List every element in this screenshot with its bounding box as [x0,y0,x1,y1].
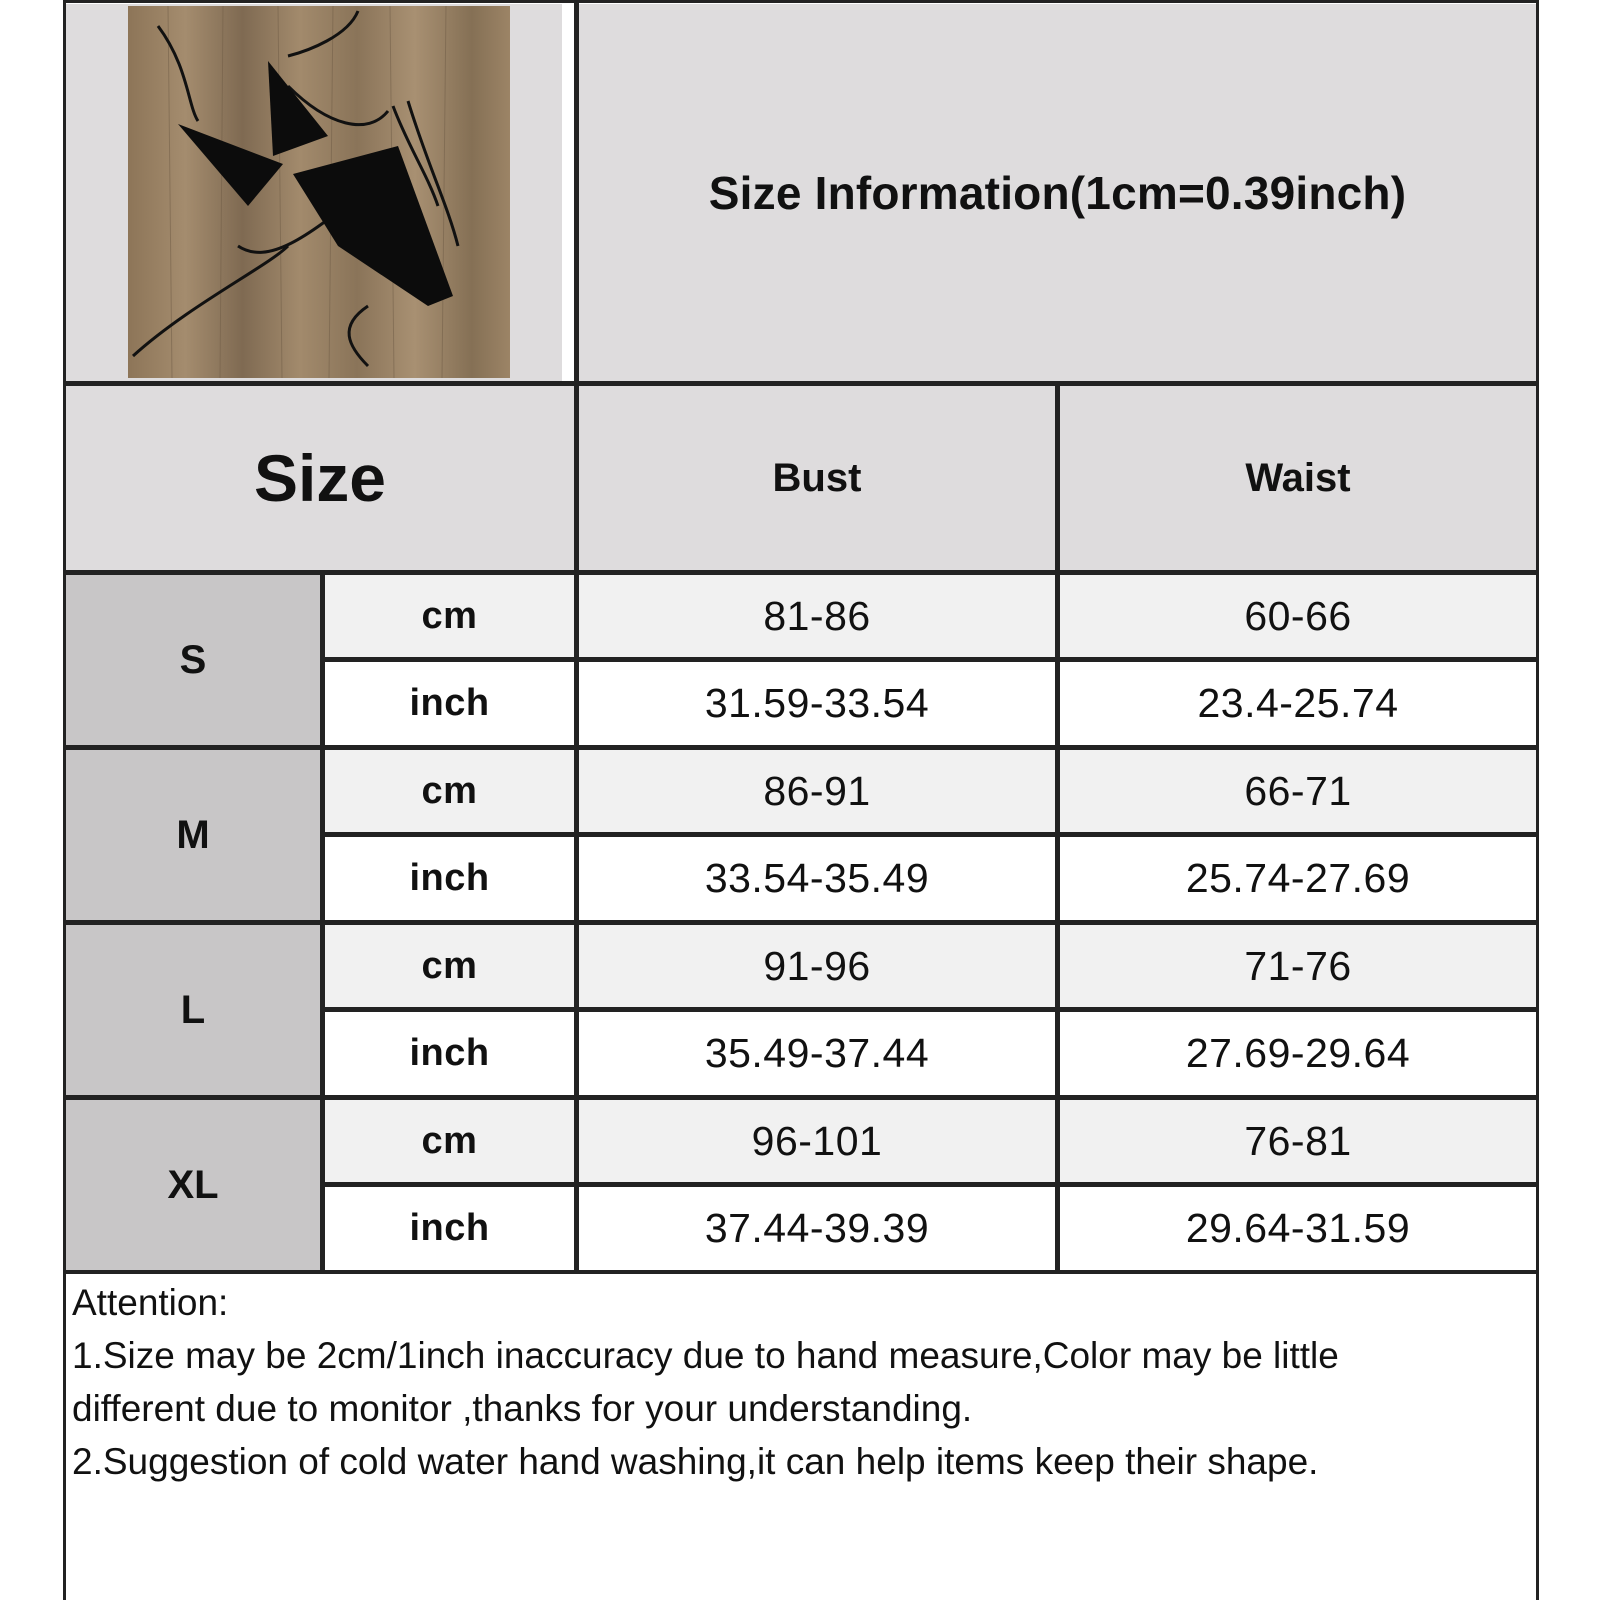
unit-inch: inch [325,662,574,745]
size-label-m: M [66,750,320,920]
unit-inch: inch [325,1012,574,1095]
unit-cm: cm [325,575,574,657]
waist-value: 23.4-25.74 [1060,662,1536,745]
bust-column-header: Bust [579,386,1055,570]
bust-value: 35.49-37.44 [579,1012,1055,1095]
attention-notes [72,1276,1530,1488]
bust-value: 91-96 [579,925,1055,1007]
note-line: 2.Suggestion of cold water hand washing,it can help items keep their shape. [72,1441,1319,1482]
unit-cm: cm [325,1100,574,1182]
bust-value: 96-101 [579,1100,1055,1182]
note-line: different due to monitor ,thanks for your understanding. [72,1388,973,1429]
bikini-photo-icon [128,6,510,378]
unit-cm: cm [325,925,574,1007]
waist-value: 27.69-29.64 [1060,1012,1536,1095]
bust-value: 86-91 [579,750,1055,832]
waist-column-header: Waist [1060,386,1536,570]
waist-value: 25.74-27.69 [1060,837,1536,920]
size-column-header: Size [66,386,574,570]
unit-cm: cm [325,750,574,832]
unit-inch: inch [325,837,574,920]
size-label-l: L [66,925,320,1095]
waist-value: 29.64-31.59 [1060,1187,1536,1270]
waist-value: 76-81 [1060,1100,1536,1182]
waist-value: 60-66 [1060,575,1536,657]
waist-value: 71-76 [1060,925,1536,1007]
bust-value: 31.59-33.54 [579,662,1055,745]
waist-value: 66-71 [1060,750,1536,832]
notes-heading: Attention: [72,1282,229,1323]
size-label-s: S [66,575,320,745]
bust-value: 81-86 [579,575,1055,657]
note-line: 1.Size may be 2cm/1inch inaccuracy due to hand measure,Color may be little [72,1335,1339,1376]
size-label-xl: XL [66,1100,320,1270]
unit-inch: inch [325,1187,574,1270]
bust-value: 33.54-35.49 [579,837,1055,920]
size-info-title: Size Information(1cm=0.39inch) [579,4,1536,381]
product-photo [66,4,562,381]
bust-value: 37.44-39.39 [579,1187,1055,1270]
